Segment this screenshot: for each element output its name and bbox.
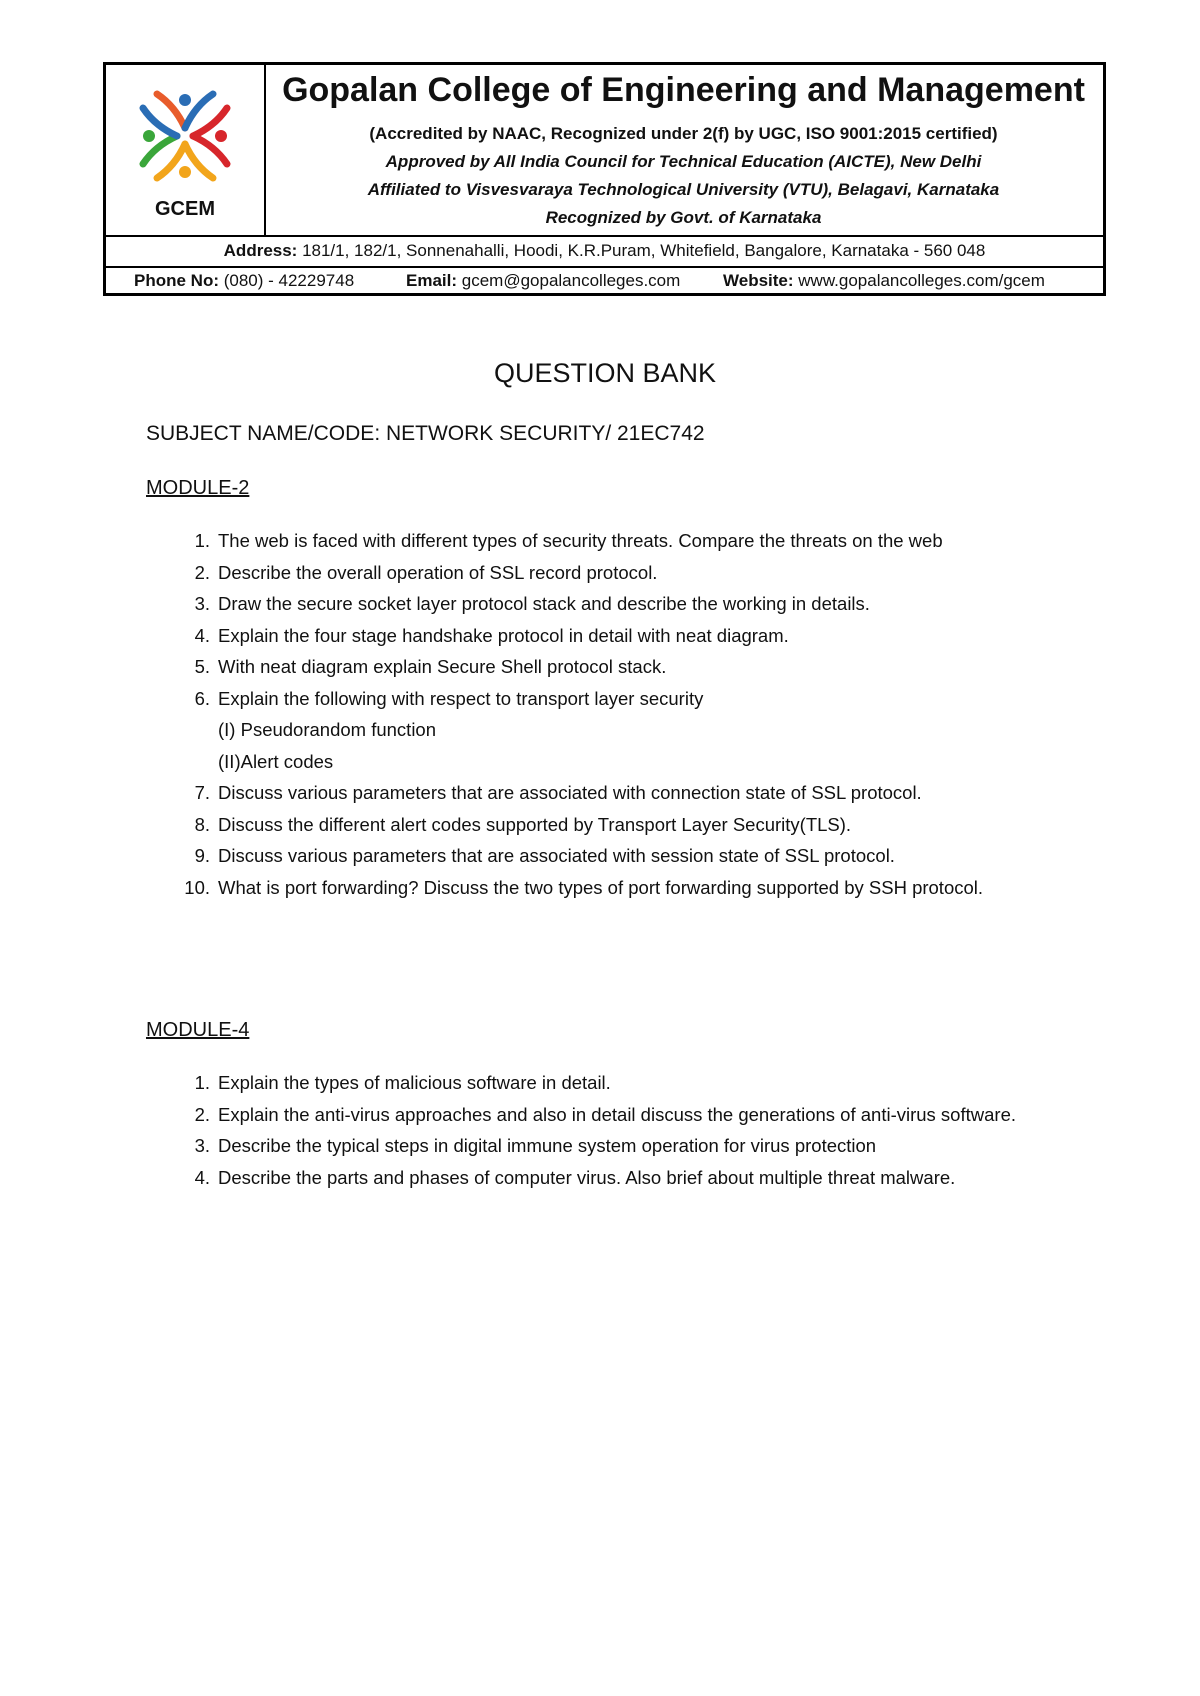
question-text: What is port forwarding? Discuss the two types of port forwarding supported by SSH protocol. <box>218 876 984 898</box>
question-number: 10 . <box>176 872 210 904</box>
contact-row <box>106 266 1103 296</box>
address-value: 181/1, 182/1, Sonnenahalli, Hoodi, K.R.Puram, Whitefield, Bangalore, Karnataka - 560 048 <box>297 241 986 260</box>
question-text: Discuss various parameters that are associated with session state of SSL protocol. <box>218 845 895 866</box>
college-info <box>264 65 1103 235</box>
question-item <box>176 1162 1076 1194</box>
question-item <box>176 840 1076 872</box>
module-2-questions <box>176 525 1076 903</box>
sub-question: (II)Alert codes <box>218 750 334 772</box>
question-item <box>176 651 1076 683</box>
question-text: Describe the typical steps in digital immune system operation for virus protection <box>218 1135 877 1156</box>
module-2-heading: MODULE-2 <box>146 477 250 499</box>
accreditation-line: (Accredited by NAAC, Recognized under 2(f) by UGC, ISO 9001:2015 certified) <box>369 124 998 143</box>
address-label: Address: <box>223 241 298 260</box>
question-text: Explain the following with respect to transport layer security <box>218 687 704 709</box>
website-label: Website: <box>723 271 794 290</box>
email-field <box>406 266 680 296</box>
college-logo-icon <box>124 75 246 197</box>
question-item <box>176 809 1076 841</box>
question-number: 2 . <box>176 1099 210 1131</box>
question-item <box>176 683 1076 778</box>
question-text: The web is faced with different types of security threats. Compare the threats on the web <box>218 530 943 551</box>
address-row <box>106 235 1103 268</box>
question-text: Describe the overall operation of SSL record protocol. <box>218 561 658 583</box>
affiliation-line: Affiliated to Visvesvaraya Technological University (VTU), Belagavi, Karnataka <box>367 180 1000 199</box>
question-number: 9 . <box>176 840 210 872</box>
question-text: Explain the types of malicious software in detail. <box>218 1072 611 1093</box>
approval-line: Approved by All India Council for Technical Education (AICTE), New Delhi <box>385 152 982 171</box>
question-number: 5 . <box>176 651 210 683</box>
question-number: 2 . <box>176 557 210 589</box>
email-label: Email: <box>406 271 458 290</box>
question-number: 4 . <box>176 620 210 652</box>
question-text: Discuss various parameters that are associated with connection state of SSL protocol. <box>218 782 922 803</box>
question-item <box>176 1099 1076 1131</box>
subject-line: SUBJECT NAME/CODE: NETWORK SECURITY/ 21EC742 <box>146 422 705 445</box>
question-text: Explain the four stage handshake protocol in detail with neat diagram. <box>218 624 789 646</box>
college-name: Gopalan College of Engineering and Management <box>282 71 1085 109</box>
question-item <box>176 588 1076 620</box>
website-value: www.gopalancolleges.com/gcem <box>793 271 1045 290</box>
question-number: 8 . <box>176 809 210 841</box>
question-text: Draw the secure socket layer protocol stack and describe the working in details. <box>218 593 870 614</box>
recognition-line: Recognized by Govt. of Karnataka <box>545 208 822 227</box>
question-item <box>176 872 1076 904</box>
question-item <box>176 557 1076 589</box>
question-text: With neat diagram explain Secure Shell protocol stack. <box>218 656 667 677</box>
question-item <box>176 777 1076 809</box>
question-number: 1 . <box>176 525 210 557</box>
module-4-questions <box>176 1067 1076 1193</box>
document-title: QUESTION BANK <box>493 358 717 388</box>
question-text: Describe the parts and phases of computer virus. Also brief about multiple threat malware. <box>218 1166 956 1188</box>
question-text: Discuss the different alert codes supported by Transport Layer Security(TLS). <box>218 813 852 835</box>
letterhead <box>103 62 1106 296</box>
sub-question: (I) Pseudorandom function <box>218 719 437 740</box>
question-number: 1 . <box>176 1067 210 1099</box>
letterhead-top-row <box>106 65 1103 237</box>
phone-value: (080) - 42229748 <box>219 271 355 290</box>
question-item <box>176 620 1076 652</box>
phone-field <box>134 266 354 296</box>
question-number: 6 . <box>176 683 210 715</box>
question-item <box>176 1067 1076 1099</box>
website-field <box>723 266 1045 296</box>
question-item <box>176 1130 1076 1162</box>
question-number: 3 . <box>176 1130 210 1162</box>
question-number: 3 . <box>176 588 210 620</box>
logo-cell <box>106 65 266 235</box>
question-number: 4 . <box>176 1162 210 1194</box>
question-item <box>176 525 1076 557</box>
question-text: Explain the anti-virus approaches and also in detail discuss the generations of anti-virus software. <box>218 1103 1016 1125</box>
module-4-heading: MODULE-4 <box>146 1019 250 1041</box>
question-number: 7 . <box>176 777 210 809</box>
logo-text: GCEM <box>155 198 215 220</box>
phone-label: Phone No: <box>134 271 219 290</box>
email-value: gcem@gopalancolleges.com <box>457 271 681 290</box>
